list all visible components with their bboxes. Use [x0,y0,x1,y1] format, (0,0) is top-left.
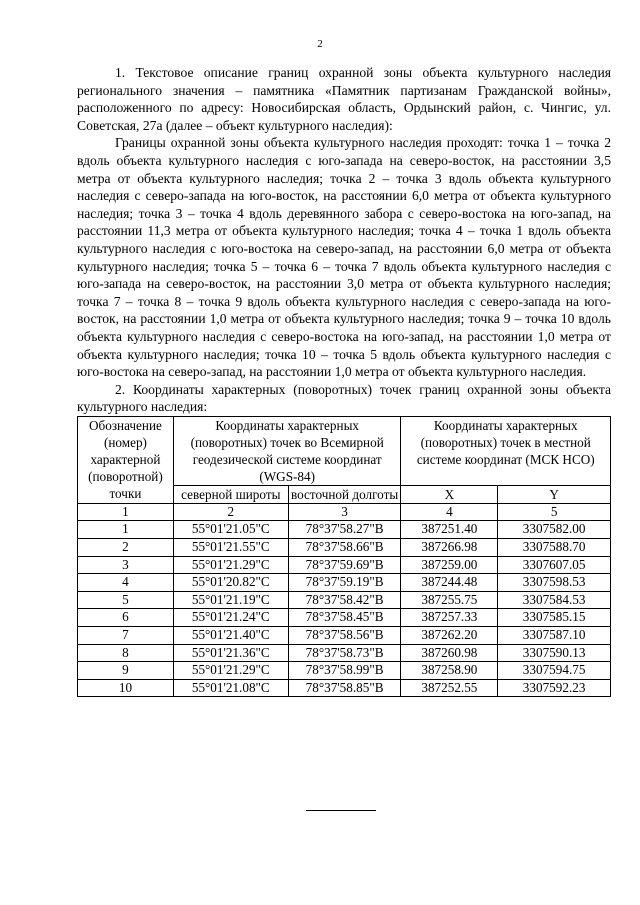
header-north-latitude: северной широты [173,485,288,503]
longitude-cell: 78°37'58.45"В [288,609,401,627]
table-row [78,556,611,574]
y-cell: 3307607.05 [498,556,611,574]
x-cell: 387252.55 [401,679,498,697]
x-cell: 387258.90 [401,662,498,680]
longitude-cell: 78°37'59.19"В [288,574,401,592]
table-row [78,591,611,609]
point-number: 3 [78,556,174,574]
y-cell: 3307590.13 [498,644,611,662]
header-east-longitude: восточной долготы [288,485,401,503]
column-index: 2 [173,503,288,521]
paragraph-coordinates-intro: 2. Координаты характерных (поворотных) точек границ охранной зоны объекта культурного наследия: [77,381,611,415]
table-row [78,521,611,539]
point-number: 6 [78,609,174,627]
document-body [77,64,611,697]
point-number: 10 [78,679,174,697]
point-number: 1 [78,521,174,539]
y-cell: 3307587.10 [498,627,611,645]
latitude-cell: 55°01'21.36"С [173,644,288,662]
latitude-cell: 55°01'21.19"С [173,591,288,609]
latitude-cell: 55°01'21.05"С [173,521,288,539]
x-cell: 387257.33 [401,609,498,627]
longitude-cell: 78°37'58.85"В [288,679,401,697]
latitude-cell: 55°01'21.29"С [173,556,288,574]
longitude-cell: 78°37'58.27"В [288,521,401,539]
y-cell: 3307585.15 [498,609,611,627]
y-cell: 3307582.00 [498,521,611,539]
point-number: 8 [78,644,174,662]
latitude-cell: 55°01'20.82"С [173,574,288,592]
longitude-cell: 78°37'59.69"В [288,556,401,574]
table-row [78,574,611,592]
column-index: 1 [78,503,174,521]
table-row [78,662,611,680]
x-cell: 387251.40 [401,521,498,539]
header-wgs84-coordinates: Координаты характерных (поворотных) точек во Всемирной геодезической системе координат (WGS-84) [173,416,401,485]
coordinates-table [77,416,611,698]
page-number: 2 [317,38,323,50]
table-row [78,627,611,645]
x-cell: 387255.75 [401,591,498,609]
latitude-cell: 55°01'21.29"С [173,662,288,680]
longitude-cell: 78°37'58.56"В [288,627,401,645]
table-row [78,679,611,697]
y-cell: 3307598.53 [498,574,611,592]
table-row [78,644,611,662]
x-cell: 387266.98 [401,539,498,557]
latitude-cell: 55°01'21.40"С [173,627,288,645]
point-number: 2 [78,539,174,557]
x-cell: 387262.20 [401,627,498,645]
point-number: 4 [78,574,174,592]
header-y: Y [498,485,611,503]
column-index: 5 [498,503,611,521]
point-number: 7 [78,627,174,645]
latitude-cell: 55°01'21.08"С [173,679,288,697]
table-row [78,539,611,557]
latitude-cell: 55°01'21.55"С [173,539,288,557]
column-index: 4 [401,503,498,521]
x-cell: 387259.00 [401,556,498,574]
paragraph-boundary-points: Границы охранной зоны объекта культурного наследия проходят: точка 1 – точка 2 вдоль объекта культурного наследия с юго-запада на северо-восток, на расстоянии 3,5 метра от объекта культурного наследия; точка 2 – точка 3 вдоль объекта культурного наследия с северо-запада на юго-восток, на расстоянии 6,0 метра от объекта культурного наследия; точка 3 – точка 4 вдоль деревянного забора с северо-востока на юго-запад, на расстоянии 11,3 метра от объекта культурного наследия; точка 4 – точка 1 вдоль объекта культурного наследия с юго-востока на северо-запад, на расстоянии 6,0 метра от объекта культурного наследия; точка 5 – точка 6 – точка 7 вдоль объекта культурного наследия с юго-запада на северо-восток, на расстоянии 3,0 метра от объекта культурного наследия; точка 7 – точка 8 – точка 9 вдоль объекта культурного наследия с северо-запада на юго-восток, на расстоянии 1,0 метра от объекта культурного наследия; точка 9 – точка 10 вдоль объекта культурного наследия с северо-востока на юго-запад, на расстоянии 1,0 метра от объекта культурного наследия; точка 10 – точка 5 вдоль объекта культурного наследия с юго-востока на северо-запад, на расстоянии 1,0 метра от объекта культурного наследия. [77,135,611,380]
point-number: 9 [78,662,174,680]
point-number: 5 [78,591,174,609]
y-cell: 3307584.53 [498,591,611,609]
longitude-cell: 78°37'58.66"В [288,539,401,557]
header-msk-coordinates: Координаты характерных (поворотных) точек в местной системе координат (МСК НСО) [401,416,611,485]
x-cell: 387244.48 [401,574,498,592]
header-point-designation: Обозначение (номер) характерной (поворотной) точки [78,416,174,503]
column-index-row [78,503,611,521]
paragraph-boundary-description-intro: 1. Текстовое описание границ охранной зоны объекта культурного наследия регионального значения – памятника «Памятник партизанам Гражданской войны», расположенного по адресу: Новосибирская область, Ордынский район, с. Чингис, ул. Советская, 27а (далее – объект культурного наследия): [77,65,611,133]
y-cell: 3307594.75 [498,662,611,680]
table-row [78,609,611,627]
longitude-cell: 78°37'58.73"В [288,644,401,662]
footer-divider-line [306,810,376,811]
longitude-cell: 78°37'58.42"В [288,591,401,609]
longitude-cell: 78°37'58.99"В [288,662,401,680]
header-x: X [401,485,498,503]
x-cell: 387260.98 [401,644,498,662]
y-cell: 3307592.23 [498,679,611,697]
latitude-cell: 55°01'21.24"С [173,609,288,627]
y-cell: 3307588.70 [498,539,611,557]
column-index: 3 [288,503,401,521]
